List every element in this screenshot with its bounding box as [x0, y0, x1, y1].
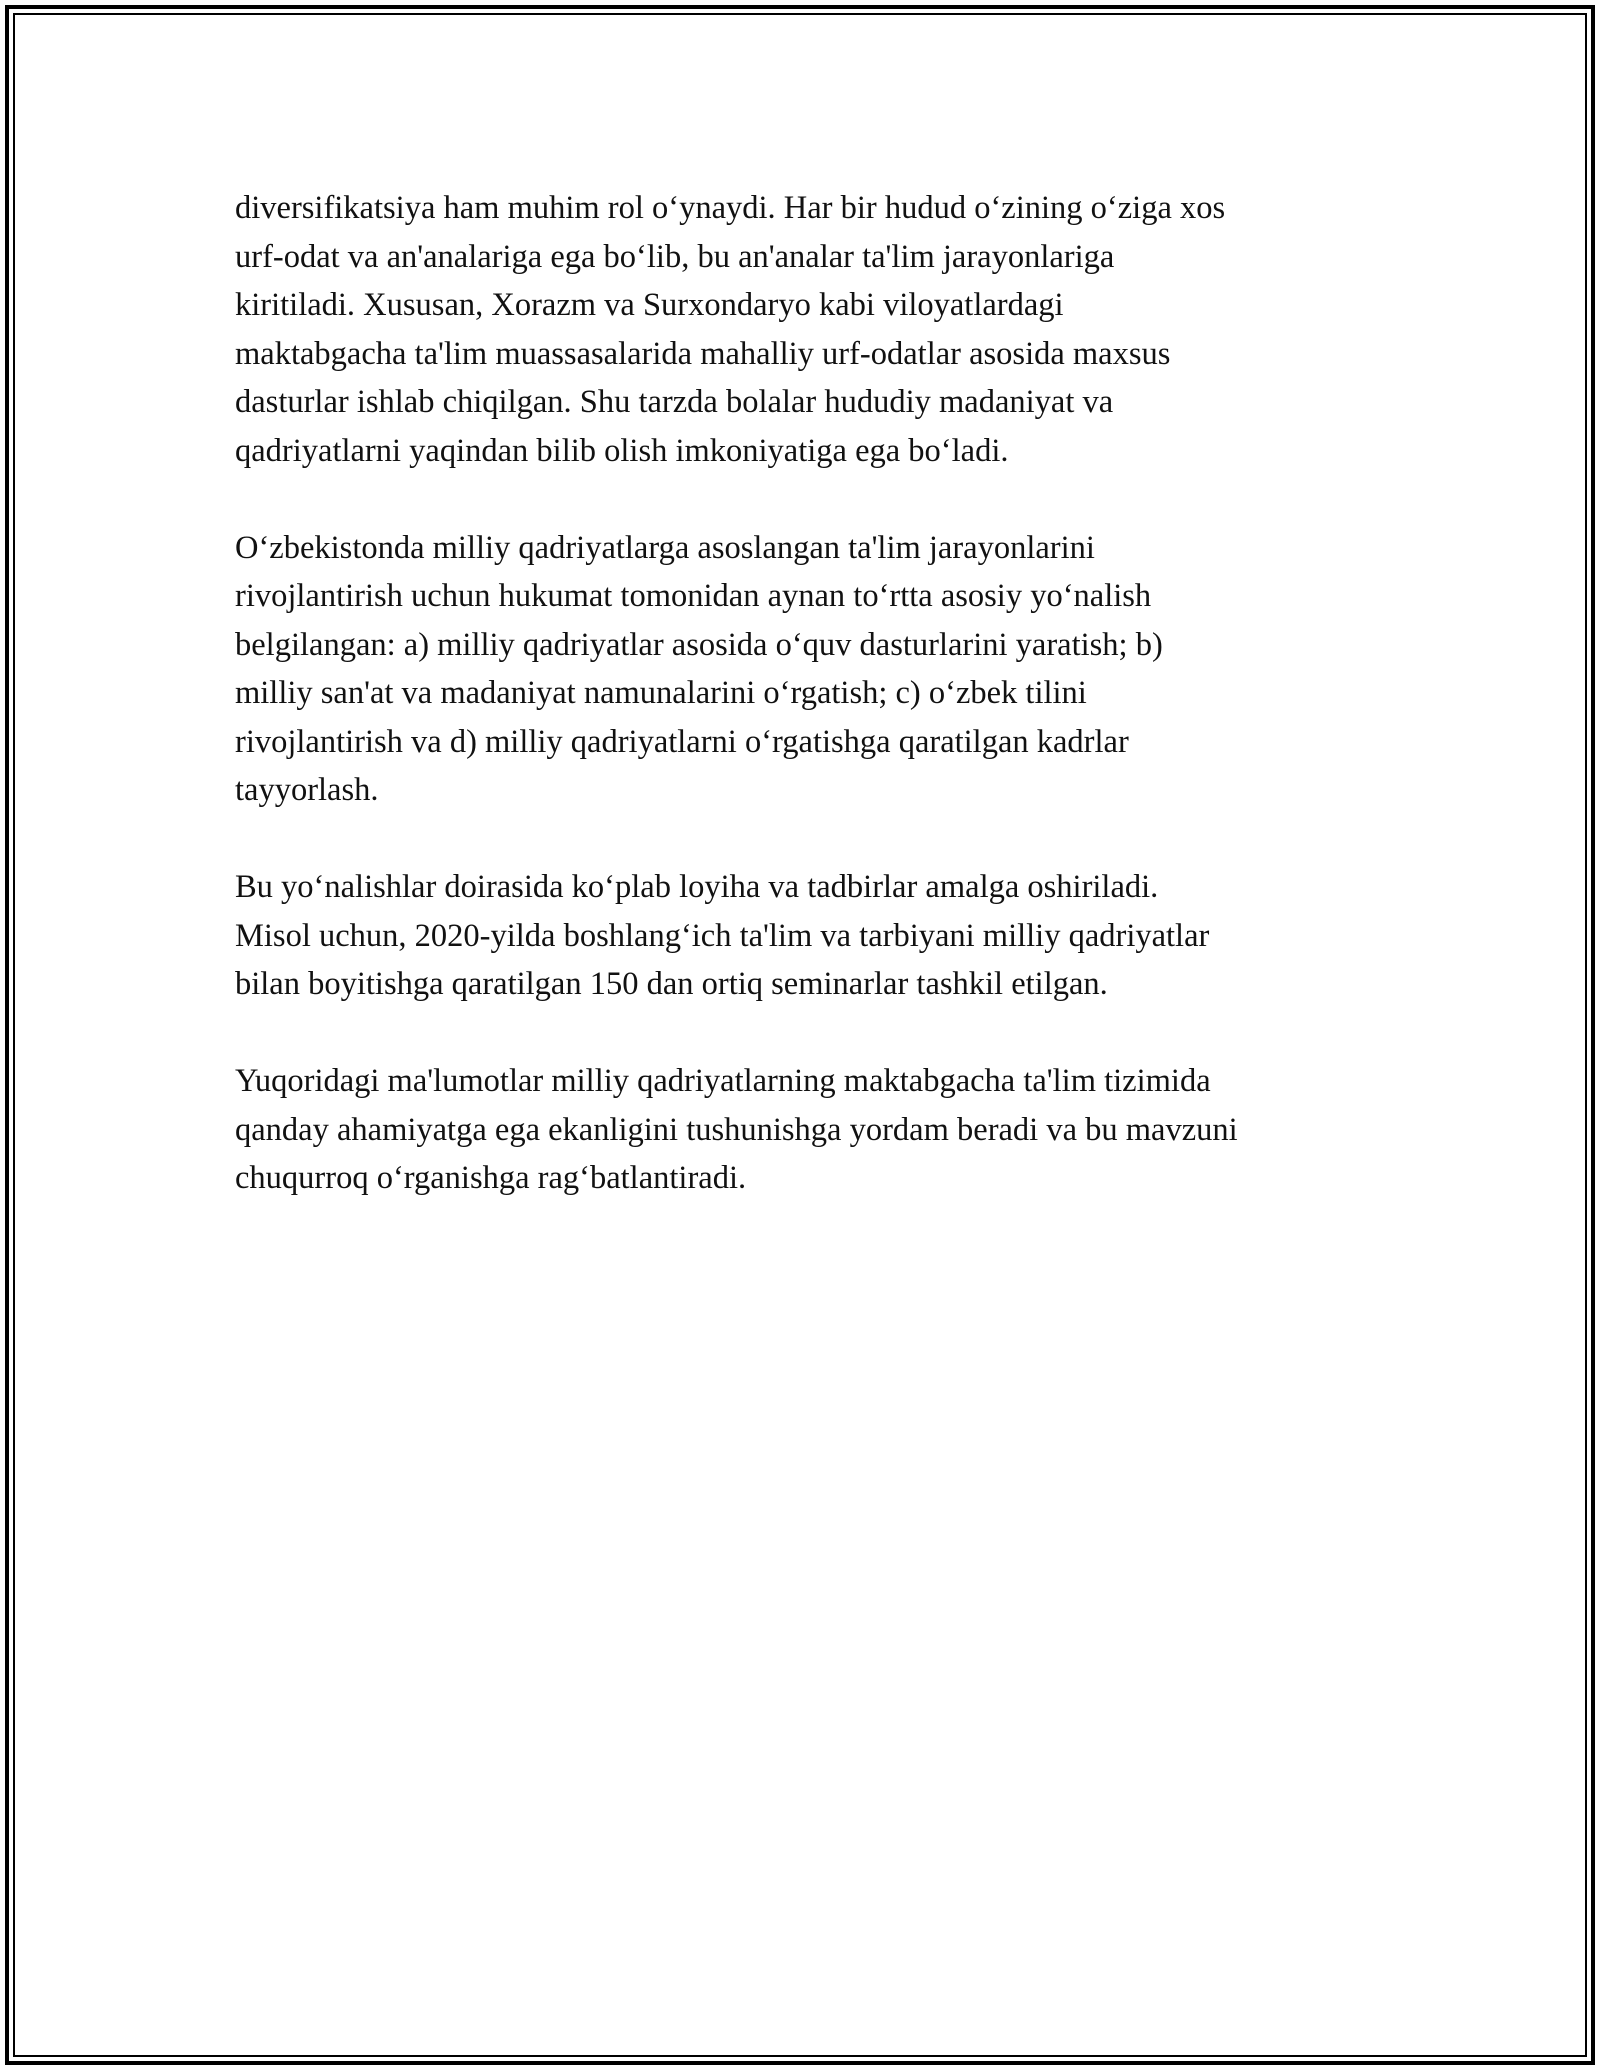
paragraph: Yuqoridagi ma'lumotlar milliy qadriyatlarning maktabgacha ta'lim tizimida qanday ahamiyatga ega ekanligini tushunishga yordam beradi va bu mavzuni chuqurroq o‘rganishga rag‘batlantiradi.	[235, 1063, 1238, 1196]
paragraph: diversifikatsiya ham muhim rol o‘ynaydi. Har bir hudud o‘zining o‘ziga xos urf-odat va an'analariga ega bo‘lib, bu an'analar ta'lim jarayonlariga kiritiladi. Xususan, Xorazm va Surxondaryo kabi viloyatlardagi maktabgacha ta'lim muassasalarida mahalliy urf-odatlar asosida maxsus dasturlar ishlab chiqilgan. Shu tarzda bolalar hududiy madaniyat va qadriyatlarni yaqindan bilib olish imkoniyatiga ega bo‘ladi.	[235, 190, 1226, 469]
paragraph: O‘zbekistonda milliy qadriyatlarga asoslangan ta'lim jarayonlarini rivojlantirish uchun hukumat tomonidan aynan to‘rtta asosiy yo‘nalish belgilangan: a) milliy qadriyatlar asosida o‘quv dasturlarini yaratish; b) milliy san'at va madaniyat namunalarini o‘rgatish; c) o‘zbek tilini rivojlantirish va d) milliy qadriyatlarni o‘rgatishga qaratilgan kadrlar tayyorlash.	[235, 529, 1163, 808]
paragraph: Bu yo‘nalishlar doirasida ko‘plab loyiha va tadbirlar amalga oshiriladi. Misol uchun, 2020-yilda boshlang‘ich ta'lim va tarbiyani milliy qadriyatlar bilan boyitishga qaratilgan 150 dan ortiq seminarlar tashkil etilgan.	[235, 869, 1210, 1002]
document-body	[235, 184, 1395, 1251]
